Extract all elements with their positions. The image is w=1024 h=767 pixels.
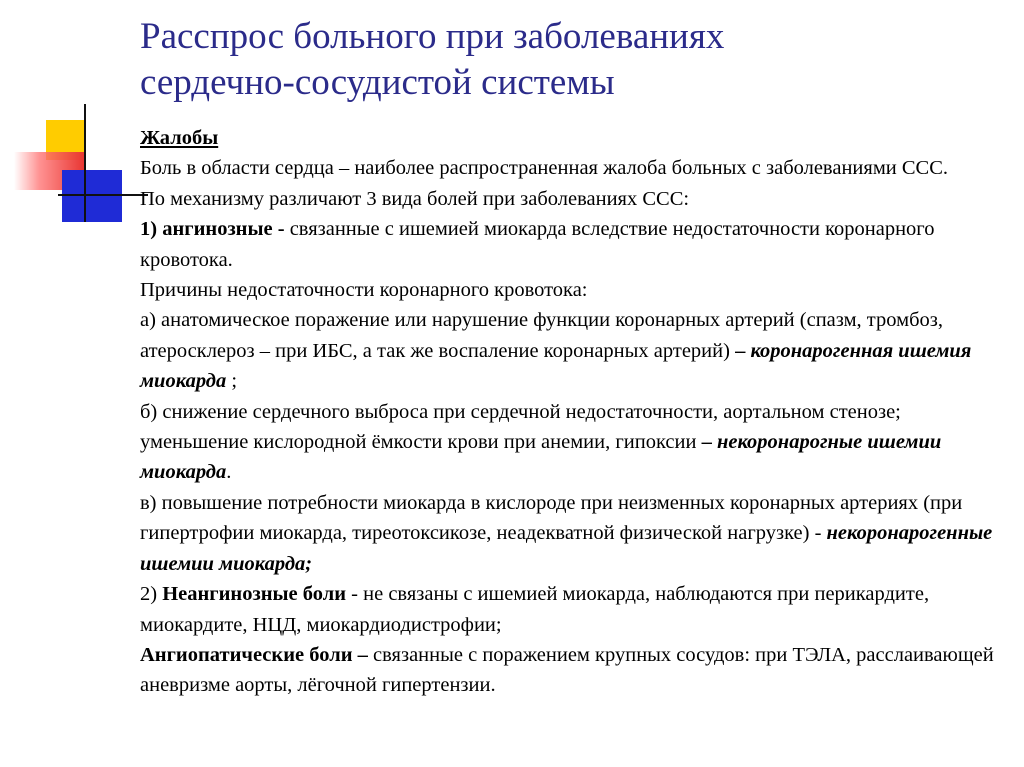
section-heading: Жалобы bbox=[140, 127, 219, 149]
anginal-label: 1) ангинозные - bbox=[140, 218, 285, 241]
title-line-1: Расспрос больного при заболеваниях bbox=[140, 16, 725, 57]
paragraph-2: По механизму различают 3 вида болей при заболеваниях ССС: bbox=[140, 187, 690, 210]
angiopathic-text: связанные с поражением крупных сосудов: при ТЭЛА, расслаивающей аневризме аорты, лёгочной гипертензии. bbox=[140, 643, 994, 697]
non-anginal-label: Неангинозные боли bbox=[162, 583, 347, 606]
cause-c-term: некоронарогенные ишемии миокарда; bbox=[140, 522, 993, 575]
paragraph-8 bbox=[140, 579, 1010, 640]
paragraph-4: Причины недостаточности коронарного кровотока: bbox=[140, 279, 588, 302]
non-anginal-text: - не связаны с ишемией миокарда, наблюдаются при перикардите, миокардите, НЦД, миокардиодистрофии; bbox=[140, 583, 930, 636]
cause-b-text: б) снижение сердечного выброса при сердечной недостаточности, аортальном стенозе; уменьшение кислородной ёмкости крови при анемии, гипоксии bbox=[140, 400, 901, 454]
anginal-text: связанные с ишемией миокарда вследствие недостаточности коронарного кровотока. bbox=[140, 218, 935, 271]
paragraph-1: Боль в области сердца – наиболее распространенная жалоба больных с заболеваниями ССС. bbox=[140, 157, 949, 180]
paragraph-6 bbox=[140, 397, 1010, 488]
vertical-line bbox=[84, 104, 86, 222]
cause-b-end: . bbox=[226, 461, 232, 484]
cause-a-end: ; bbox=[226, 370, 238, 393]
cause-a-dash: – bbox=[729, 339, 751, 362]
slide-content bbox=[140, 123, 1010, 701]
non-anginal-number: 2) bbox=[140, 583, 163, 606]
title-line-2: сердечно-сосудистой системы bbox=[140, 62, 615, 103]
paragraph-9 bbox=[140, 640, 1010, 701]
angiopathic-label: Ангиопатические боли – bbox=[140, 643, 368, 666]
decorative-squares bbox=[0, 0, 140, 240]
paragraph-7 bbox=[140, 488, 1010, 579]
cause-b-dash: – bbox=[696, 431, 717, 454]
slide-title bbox=[140, 14, 1000, 106]
horizontal-line bbox=[58, 194, 148, 196]
cause-a-term: коронарогенная ишемия миокарда bbox=[140, 339, 972, 393]
paragraph-5 bbox=[140, 305, 1010, 396]
cause-b-term: некоронарогные ишемии миокарда bbox=[140, 431, 942, 484]
blue-square bbox=[62, 170, 122, 222]
cause-c-text: в) повышение потребности миокарда в кислороде при неизменных коронарных артериях (при гипертрофии миокарда, тиреотоксикозе, неадекватной физической нагрузке) - bbox=[140, 491, 963, 545]
paragraph-3 bbox=[140, 214, 1010, 275]
cause-a-text: а) анатомическое поражение или нарушение функции коронарных артерий (спазм, тромбоз, атеросклероз – при ИБС, а так же воспаление коронарных артерий) bbox=[140, 309, 943, 362]
